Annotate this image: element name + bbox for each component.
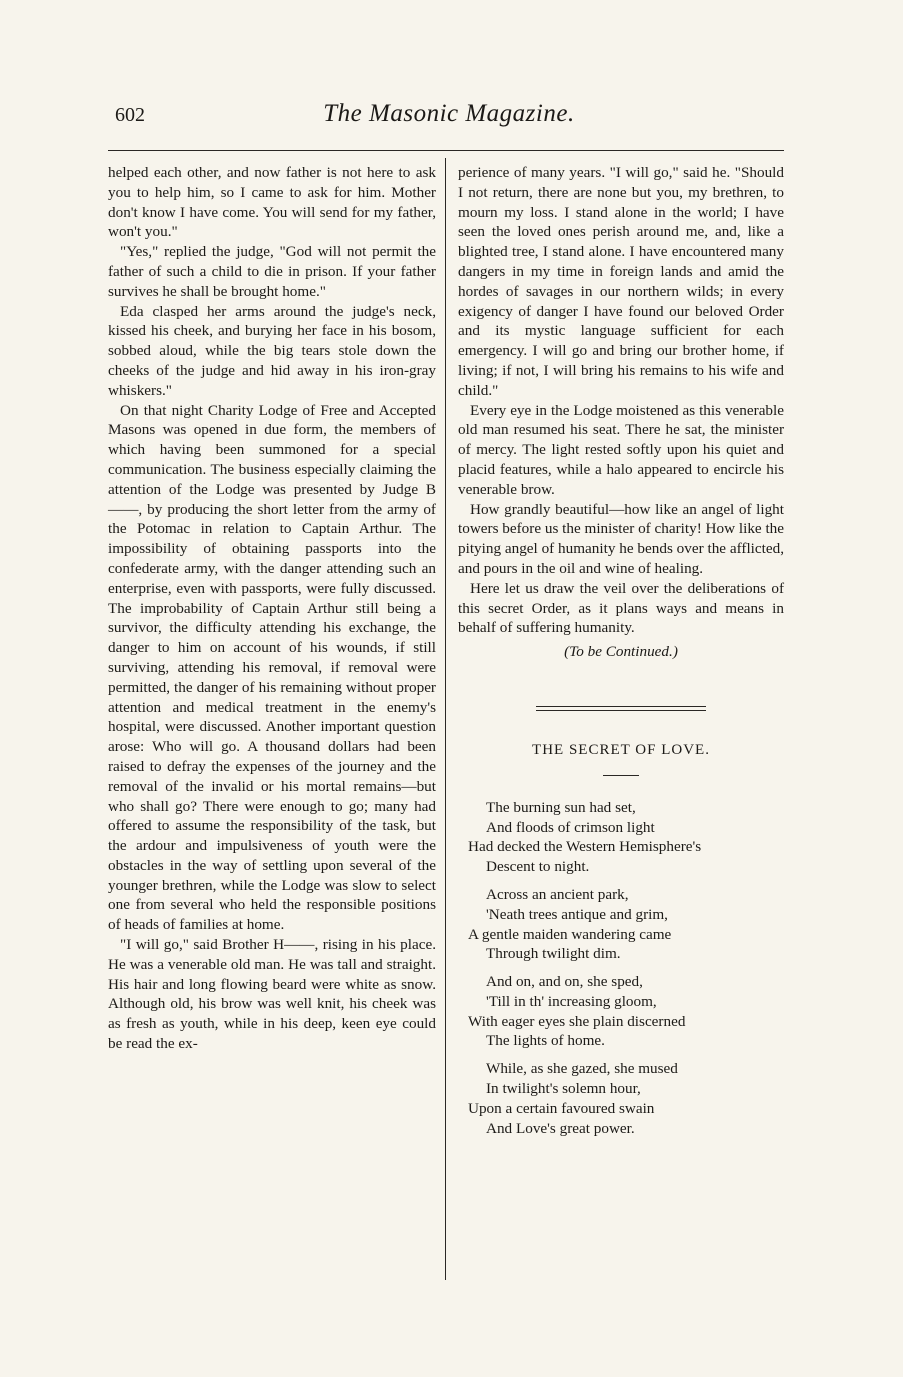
paragraph: helped each other, and now father is not here to ask you to help him, so I came to ask for him. Mother don't know I have come. You will send for my father, won't you." (108, 164, 436, 241)
page-header (115, 98, 783, 138)
to-be-continued: (To be Continued.) (564, 643, 678, 661)
paragraph: "Yes," replied the judge, "God will not permit the father of such a child to die in prison. If your father survives he shall be brought home." (108, 243, 436, 300)
poem-stanza (458, 1059, 784, 1138)
poem-line: 'Till in th' increasing gloom, (486, 992, 657, 1010)
poem-line: Descent to night. (486, 858, 590, 876)
paragraph: On that night Charity Lodge of Free and Accepted Masons was opened in due form, the members of which having been summoned for a special communication. The business especially claiming the attention of the Lodge was presented by Judge B——, by producing the short letter from the army of the Potomac in relation to Captain Arthur. The impossibility of obtaining passports into the confederate army, with the danger attending such an enterprise, even with passports, were fully discussed. The improbability of Captain Arthur still being a survivor, the difficulty attending his exchange, the danger to him on account of his wounds, if still surviving, attending his removal, if removal were permitted, the danger of his remaining without proper attention and medical treatment in the enemy's hospital, were discussed. Another important question arose: Who will go. A thousand dollars had been raised to defray the expenses of the journey and the removal of the invalid or his mortal remains—but who shall go? There were enough to go; many had offered to assume the responsibility of the task, but the ardour and impulsiveness of youth were the obstacles in the way of settling upon several of the younger brethren, while the Lodge was slow to select one from several who held the responsible positions of heads of families at home. (108, 401, 436, 934)
poem-line: Upon a certain favoured swain (468, 1099, 655, 1117)
poem-line: Across an ancient park, (486, 885, 629, 903)
right-column (458, 163, 784, 1146)
paragraph: How grandly beautiful—how like an angel of light towers before us the minister of charity! How like the pitying angel of humanity he bends over the afflicted, and pours in the oil and wine of healing. (458, 500, 785, 577)
paragraph: Every eye in the Lodge moistened as this venerable old man resumed his seat. There he sat, the minister of mercy. The light rested softly upon his quiet and placid features, while a halo appeared to encircle his venerable brow. (458, 401, 784, 498)
poem-line: Had decked the Western Hemisphere's (468, 838, 702, 856)
poem-line: And Love's great power. (486, 1119, 635, 1137)
left-column (108, 163, 436, 1054)
poem-line: With eager eyes she plain discerned (468, 1012, 686, 1030)
poem-line: And floods of crimson light (486, 818, 655, 836)
poem-title: THE SECRET OF LOVE. (532, 741, 710, 758)
column-divider (445, 158, 446, 1280)
poem-line: Through twilight dim. (486, 945, 621, 963)
poem-line: And on, and on, she sped, (486, 973, 643, 991)
section-separator (536, 706, 706, 711)
paragraph: perience of many years. "I will go," said he. "Should I not return, there are none but you, my brethren, to mourn my loss. I stand alone in the world; I have seen the loved ones perish around me, and, like a blighted tree, I stand alone. I have encountered many dangers in my time in foreign lands and amid the hordes of savages in our northern wilds; in every exigency of danger I have found our beloved Order and its mystic language sufficient for each emergency. I will go and bring our brother home, if living; if not, I will bring his remains to his wife and child." (458, 164, 784, 399)
poem-stanza (458, 885, 784, 964)
poem-line: In twilight's solemn hour, (486, 1080, 641, 1098)
header-rule (108, 150, 784, 151)
poem-line: The burning sun had set, (486, 798, 636, 816)
poem-line: 'Neath trees antique and grim, (486, 905, 668, 923)
running-title: The Masonic Magazine. (323, 100, 575, 127)
poem-line: The lights of home. (486, 1032, 605, 1050)
poem-stanza (458, 798, 784, 877)
poem-line: While, as she gazed, she mused (486, 1060, 678, 1078)
title-rule (603, 775, 639, 776)
paragraph: "I will go," said Brother H——, rising in his place. He was a venerable old man. He was tall and straight. His hair and long flowing beard were white as snow. Although old, his brow was well knit, his cheek was as fresh as youth, while in his deep, keen eye could be read the ex- (108, 936, 436, 1053)
poem-line: A gentle maiden wandering came (468, 925, 672, 943)
page-number: 602 (115, 104, 145, 126)
paragraph: Eda clasped her arms around the judge's neck, kissed his cheek, and burying her face in his bosom, sobbed aloud, while the big tears stole down the cheeks of the judge and hid away in his iron-gray whiskers." (108, 302, 436, 399)
paragraph: Here let us draw the veil over the deliberations of this secret Order, as it plans ways and means in behalf of suffering humanity. (458, 579, 784, 637)
poem-stanza (458, 972, 784, 1051)
